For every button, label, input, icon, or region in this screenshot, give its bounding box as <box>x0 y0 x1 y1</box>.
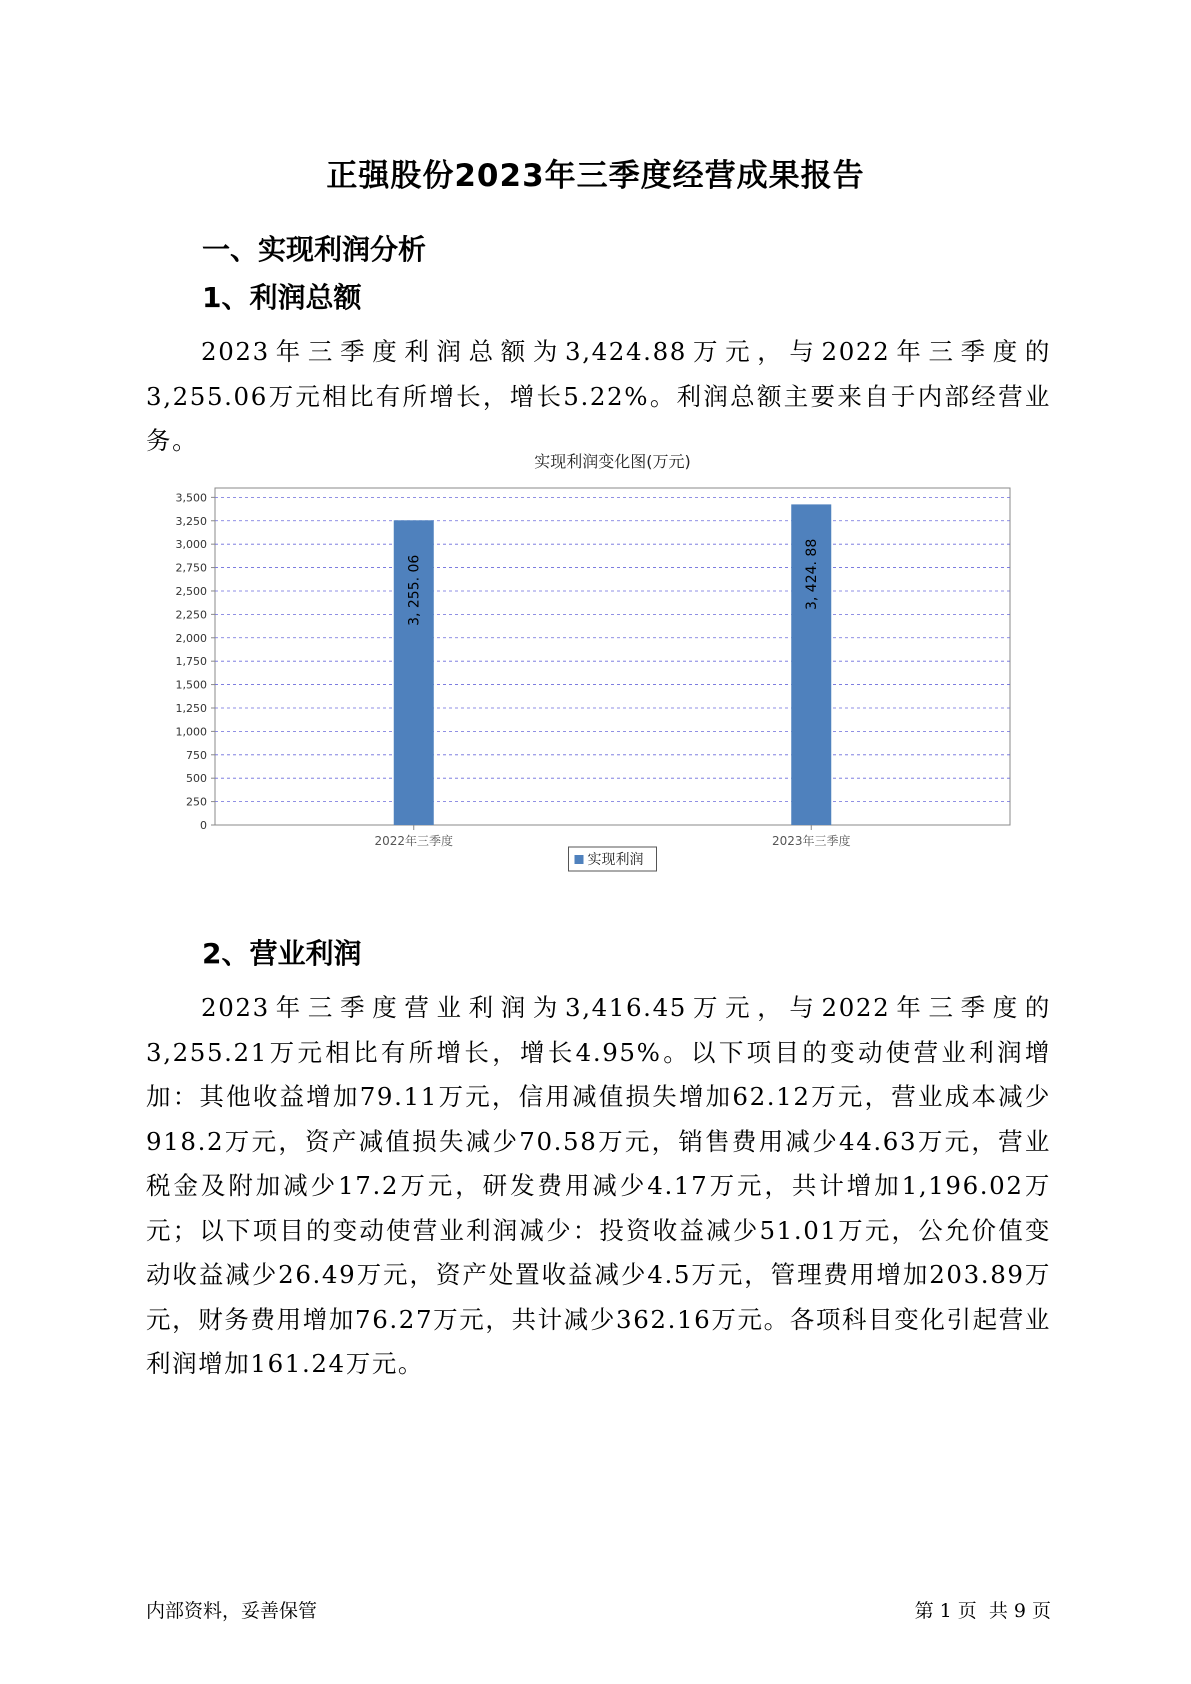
x-tick-label: 2022年三季度 <box>374 834 454 848</box>
y-tick-label: 0 <box>200 819 207 832</box>
y-tick-label: 3,000 <box>175 538 207 552</box>
y-tick-label: 250 <box>186 795 207 809</box>
total-profit-paragraph: 2023年三季度利润总额为3,424.88万元，与2022年三季度的3,255.06万元相比有所增长，增长5.22%。利润总额主要来自于内部经营业务。 <box>146 337 1051 455</box>
y-tick-label: 1,500 <box>175 678 207 692</box>
legend-label: 实现利润 <box>587 852 644 868</box>
subsection-heading-total-profit: 1、利润总额 <box>202 281 362 314</box>
y-tick-label: 2,750 <box>175 561 207 575</box>
y-tick-label: 500 <box>186 772 207 786</box>
profit-bar-chart <box>160 445 1020 900</box>
operating-profit-paragraph: 2023年三季度营业利润为3,416.45万元，与2022年三季度的3,255.21万元相比有所增长，增长4.95%。以下项目的变动使营业利润增加：其他收益增加79.11万元，信用减值损失增加62.12万元，营业成本减少918.2万元，资产减值损失减少70.58万元，销售费用减少44.63万元，营业税金及附加减少17.2万元，研发费用减少4.17万元，共计增加1,196.02万元；以下项目的变动使营业利润减少：投资收益减少51.01万元，公允价值变动收益减少26.49万元，资产处置收益减少4.5万元，管理费用增加203.89万元，财务费用增加76.27万元，共计减少362.16万元。各项科目变化引起营业利润增加161.24万元。 <box>146 993 1051 1378</box>
x-tick-label: 2023年三季度 <box>771 834 851 848</box>
plot-frame <box>215 488 1010 825</box>
footer-page-number: 第 1 页 共 9 页 <box>914 1600 1051 1622</box>
section-heading-profit-analysis: 一、实现利润分析 <box>202 233 427 266</box>
y-tick-label: 1,750 <box>175 655 207 669</box>
y-tick-label: 1,000 <box>175 725 207 739</box>
chart-title: 实现利润变化图(万元) <box>534 452 691 471</box>
footer-confidential-note: 内部资料，妥善保管 <box>146 1600 318 1622</box>
y-tick-label: 1,250 <box>175 701 207 715</box>
bar-value-label: 3, 255. 06 <box>406 554 423 626</box>
legend-swatch <box>575 855 584 864</box>
y-tick-label: 3,250 <box>175 514 207 528</box>
y-tick-label: 2,500 <box>175 584 207 598</box>
y-tick-label: 3,500 <box>175 491 207 505</box>
bar-value-label: 3, 424. 88 <box>804 538 821 611</box>
y-tick-label: 2,250 <box>175 608 207 622</box>
subsection-heading-operating-profit: 2、营业利润 <box>202 937 362 970</box>
document-title: 正强股份2023年三季度经营成果报告 <box>326 158 865 194</box>
y-tick-label: 750 <box>186 748 207 762</box>
y-tick-label: 2,000 <box>175 631 207 645</box>
chart-svg <box>160 445 1020 900</box>
